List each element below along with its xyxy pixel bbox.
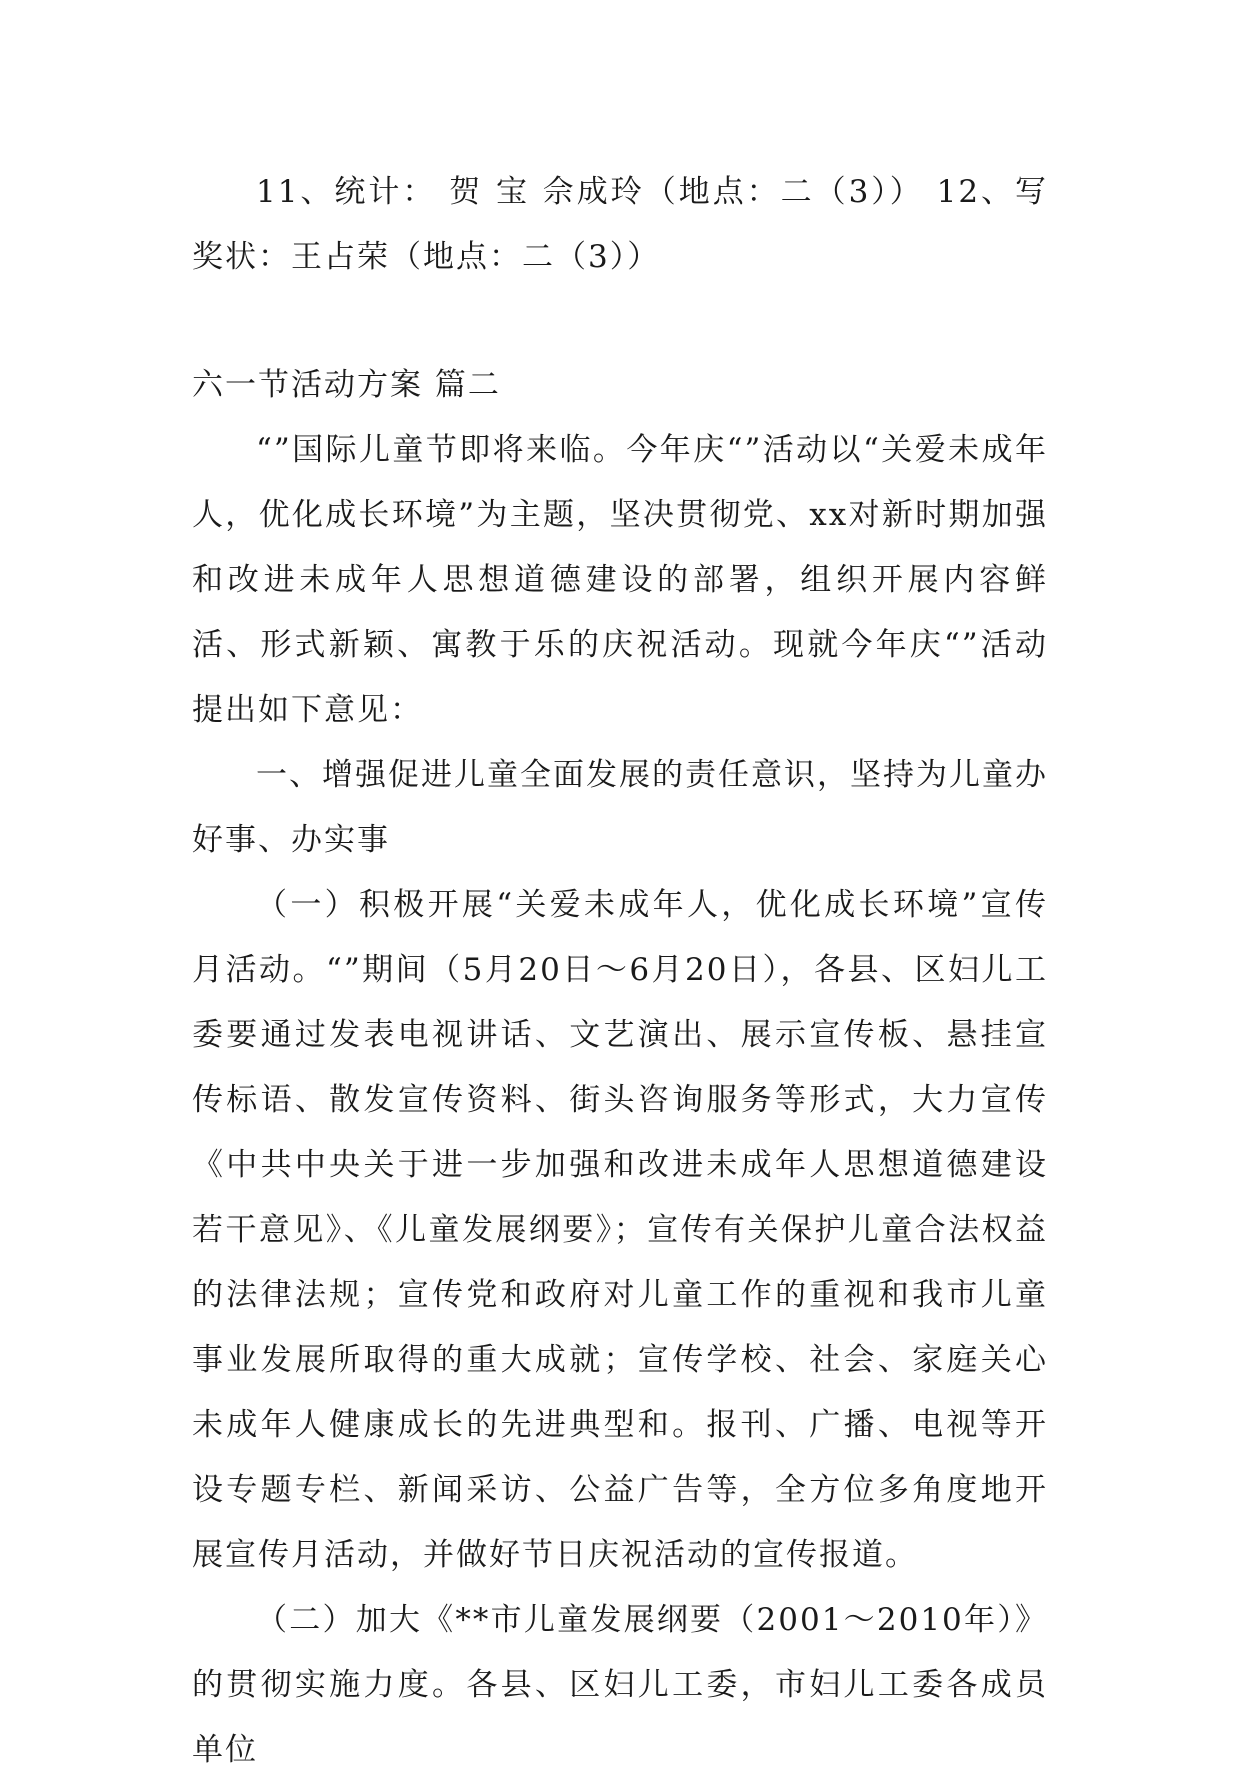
paragraph-staff-assignments: 11、统计： 贺 宝 佘成玲（地点：二（3）） 12、写奖状：王占荣（地点：二（3）） [192, 174, 1048, 275]
paragraph-item-one: （一）积极开展“关爱未成年人，优化成长环境”宣传月活动。“”期间（5月20日～6月20日），各县、区妇儿工委要通过发表电视讲话、文艺演出、展示宣传板、悬挂宣传标语、散发宣传资料、街头咨询服务等形式，大力宣传《中共中央关于进一步加强和改进未成年人思想道德建设若干意见》、《儿童发展纲要》；宣传有关保护儿童合法权益的法律法规；宣传党和政府对儿童工作的重视和我市儿童事业发展所取得的重大成就；宣传学校、社会、家庭关心未成年人健康成长的先进典型和。报刊、广播、电视等开设专题专栏、新闻采访、公益广告等，全方位多角度地开展宣传月活动，并做好节日庆祝活动的宣传报道。 [192, 887, 1048, 1573]
paragraph-section-one-heading: 一、增强促进儿童全面发展的责任意识，坚持为儿童办好事、办实事 [192, 757, 1048, 858]
paragraph-intro: “”国际儿童节即将来临。今年庆“”活动以“关爱未成年人，优化成长环境”为主题，坚决贯彻党、xx对新时期加强和改进未成年人思想道德建设的部署，组织开展内容鲜活、形式新颖、寓教于乐的庆祝活动。现就今年庆“”活动提出如下意见： [192, 432, 1048, 728]
section-title: 六一节活动方案 篇二 [192, 367, 501, 403]
paragraph-gap [192, 290, 1048, 353]
document-page [192, 160, 1048, 1783]
paragraph-item-two: （二）加大《**市儿童发展纲要（2001～2010年）》的贯彻实施力度。各县、区妇儿工委，市妇儿工委各成员单位 [192, 1602, 1048, 1768]
